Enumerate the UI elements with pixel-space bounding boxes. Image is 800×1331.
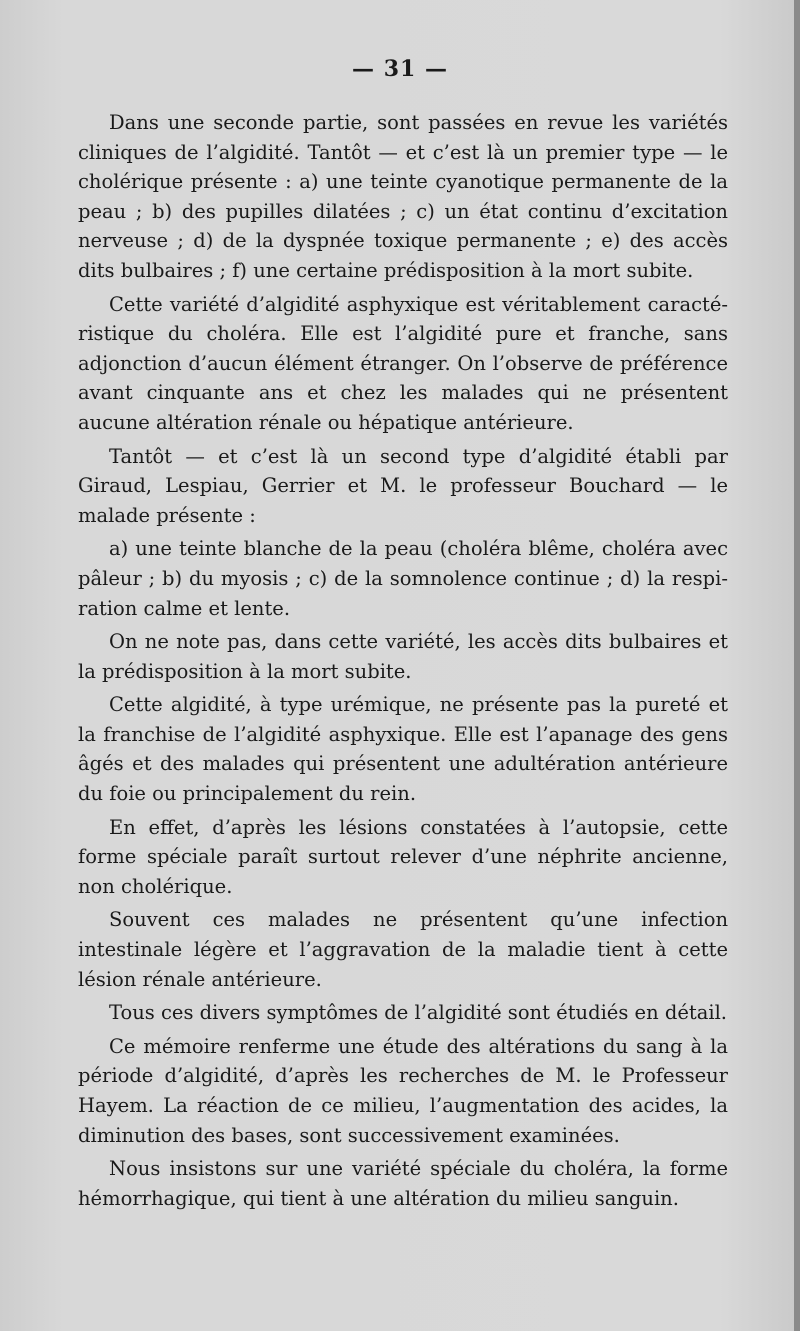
paragraph: Ce mémoire renferme une étude des altérations du sang à la période d’algidité, d’après les recherches de M. le Professeur Hayem. La réaction de ce milieu, l’augmentation des acides, la diminution des bases, sont successivement examinées.	[78, 1034, 728, 1147]
paragraph: a) une teinte blanche de la peau (choléra blême, choléra avec pâleur ; b) du myosis ; c) de la somnolence continue ; d) la respiration calme et lente.	[78, 537, 728, 620]
paragraph: On ne note pas, dans cette variété, les accès dits bulbaires et la prédisposition à la mort subite.	[78, 630, 728, 683]
paragraph: Cette algidité, à type urémique, ne présente pas la pureté et la franchise de l’algidité asphyxique. Elle est l’apanage des gens âgés et des malades qui présentent une adultération antérieure du foie ou principalement du rein.	[78, 693, 728, 806]
paragraph: Tantôt — et c’est là un second type d’algidité établi par Giraud, Lespiau, Gerrier et M. le professeur Bouchard — le malade présente :	[78, 444, 728, 527]
page-number: — 31 —	[352, 56, 448, 82]
paragraph: En effet, d’après les lésions constatées à l’autopsie, cette forme spéciale paraît surtout relever d’une néphrite ancienne, non cholérique.	[78, 815, 728, 898]
paragraph: Nous insistons sur une variété spéciale du choléra, la forme hémorrhagique, qui tient à une altération du milieu sanguin.	[78, 1157, 728, 1210]
paragraph: Cette variété d’algidité asphyxique est véritablement caractéristique du choléra. Elle est l’algidité pure et franche, sans adjonction d’aucun élément étranger. On l’observe de préférence avant cinquante ans et chez les malades qui ne présentent aucune altération rénale ou hépatique antérieure.	[78, 292, 728, 434]
paragraph: Souvent ces malades ne présentent qu’une infection intestinale légère et l’aggravation de la maladie tient à cette lésion rénale antérieure.	[78, 908, 728, 991]
paragraph: Dans une seconde partie, sont passées en revue les variétés cliniques de l’algidité. Tantôt — et c’est là un premier type — le cholérique présente : a) une teinte cyanotique permanente de la peau ; b) des pupilles dilatées ; c) un état continu d’excitation nerveuse ; d) de la dyspnée toxique permanente ; e) des accès dits bulbaires ; f) une certaine prédisposition à la mort subite.	[78, 111, 728, 282]
body-text	[78, 108, 728, 1217]
paragraph: Tous ces divers symptômes de l’algidité sont étudiés en détail.	[109, 1001, 728, 1025]
